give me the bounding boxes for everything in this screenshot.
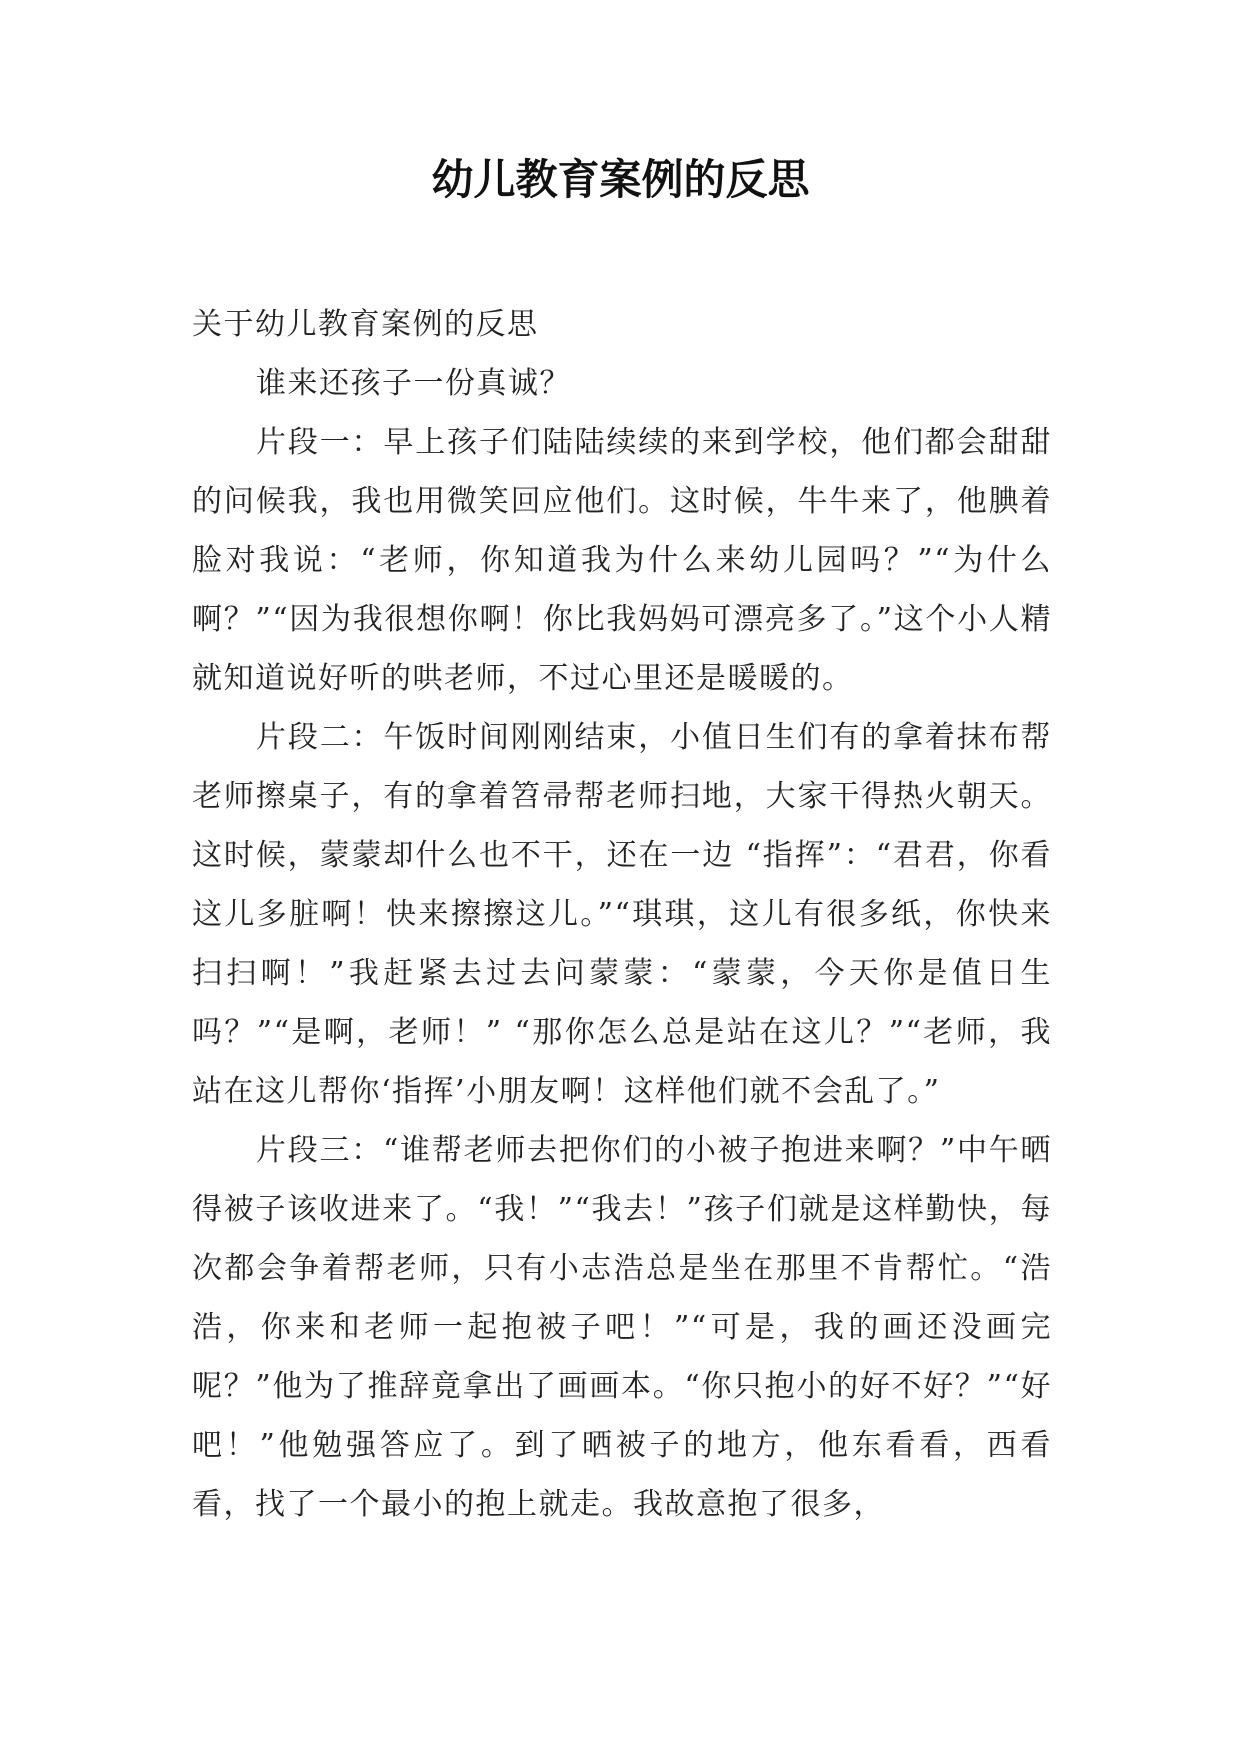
paragraph-segment-3: 片段三：“谁帮老师去把你们的小被子抱进来啊？”中午晒得被子该收进来了。“我！”“我去！”孩子们就是这样勤快，每次都会争着帮老师，只有小志浩总是坐在那里不肯帮忙。“浩浩，你来和老师一起抱被子吧！”“可是，我的画还没画完呢？”他为了推辞竟拿出了画画本。“你只抱小的好不好？”“好吧！”他勉强答应了。到了晒被子的地方，他东看看，西看看，找了一个最小的抱上就走。我故意抱了很多， <box>192 1133 1052 1522</box>
document-title: 幼儿教育案例的反思 <box>431 155 810 204</box>
document-subtitle: 关于幼儿教育案例的反思 <box>192 307 539 342</box>
paragraph-heading: 谁来还孩子一份真诚？ <box>256 366 571 401</box>
paragraph-segment-1: 片段一：早上孩子们陆陆续续的来到学校，他们都会甜甜的问候我，我也用微笑回应他们。这时候，牛牛来了，他腆着脸对我说：“老师，你知道我为什么来幼儿园吗？”“为什么啊？”“因为我很想你啊！你比我妈妈可漂亮多了。”这个小人精就知道说好听的哄老师，不过心里还是暖暖的。 <box>192 425 1052 696</box>
document-body <box>192 295 1052 1534</box>
paragraph-segment-2: 片段二：午饭时间刚刚结束，小值日生们有的拿着抹布帮老师擦桌子，有的拿着笤帚帮老师扫地，大家干得热火朝天。这时候，蒙蒙却什么也不干，还在一边 “指挥”：“君君，你看这儿多脏啊！快来擦擦这儿。”“琪琪，这儿有很多纸，你快来扫扫啊！”我赶紧去过去问蒙蒙：“蒙蒙，今天你是值日生吗？”“是啊，老师！” “那你怎么总是站在这儿？”“老师，我站在这儿帮你‘指挥’小朋友啊！这样他们就不会乱了。” <box>192 720 1052 1109</box>
